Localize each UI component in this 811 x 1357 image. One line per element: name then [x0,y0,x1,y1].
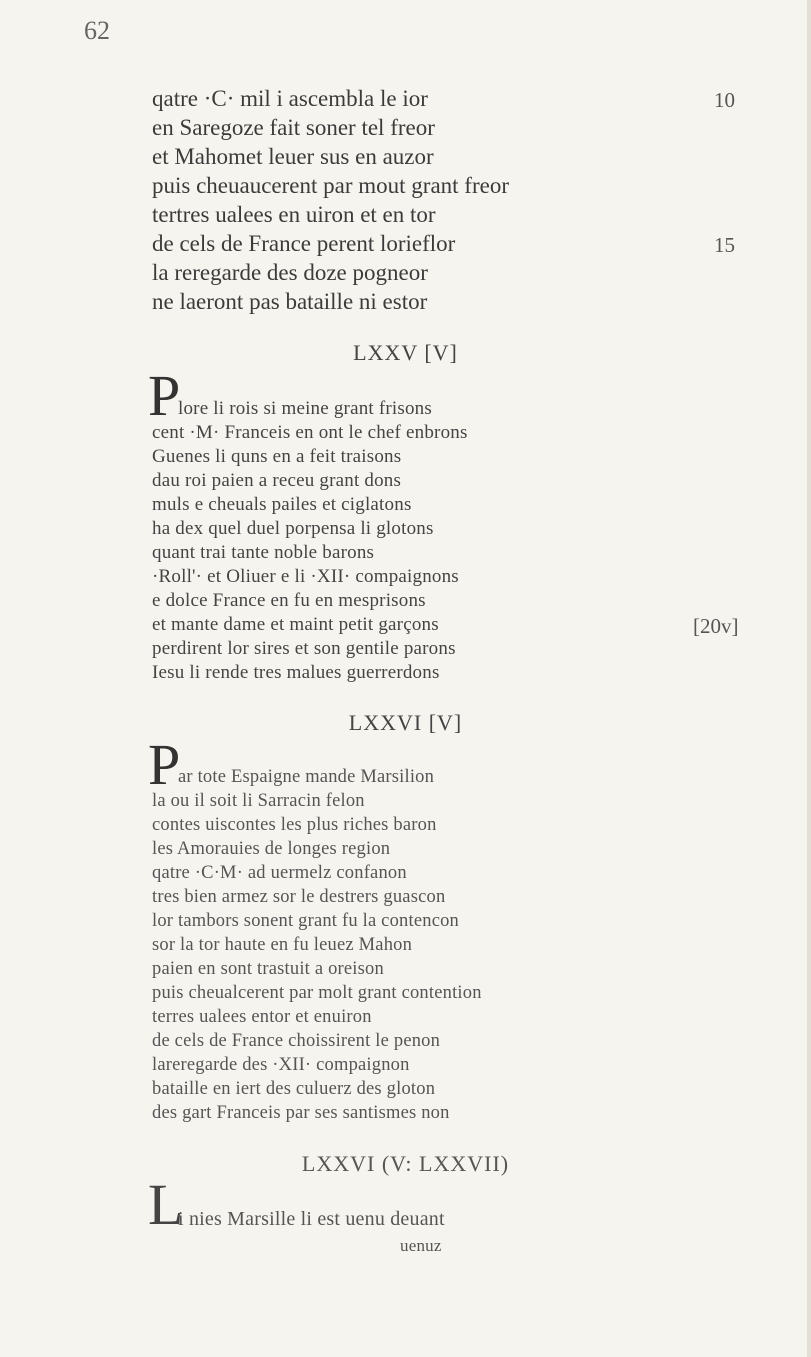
verse-line: dau roi paien a receu grant dons [152,470,402,491]
verse-line: quant trai tante noble barons [152,542,375,563]
verse-line: paien en sont trastuit a oreison [152,959,384,979]
verse-line: tertres ualees en uiron et en tor [152,202,436,227]
verse-line: ·Roll'· et Oliuer e li ·XII· compaignons [152,566,459,587]
laisse-heading: LXXVI [V] [348,710,463,735]
verse-line: ha dex quel duel porpensa li glotons [152,518,434,539]
drop-cap: L [148,1172,184,1237]
drop-cap: P [148,363,181,428]
verse-line: i nies Marsille li est uenu deuant [178,1208,445,1230]
verse-line: muls e cheuals pailes et ciglatons [152,494,412,515]
verse-line: puis cheuaucerent par mout grant freor [152,173,509,198]
verse-line: lor tambors sonent grant fu la contencon [152,911,459,931]
verse-line: des gart Franceis par ses santismes non [152,1103,450,1123]
verse-line: de cels de France perent lorieflor [152,231,456,256]
verse-line: qatre ·C· mil i ascembla le ior [152,86,428,111]
verse-line: terres ualees entor et enuiron [152,1007,372,1027]
verse-line: ne laeront pas bataille ni estor [152,289,428,314]
verse-line: cent ·M· Franceis en ont le chef enbrons [152,422,468,443]
line-number-15: 15 [714,233,735,257]
verse-line: de cels de France choissirent le penon [152,1031,441,1051]
page-number: 62 [84,16,110,45]
verse-line: lore li rois si meine grant frisons [178,398,432,419]
drop-cap: P [148,732,181,797]
verse-line: ar tote Espaigne mande Marsilion [178,767,435,787]
laisse-heading: LXXV [V] [353,340,458,365]
verse-line: la reregarde des doze pogneor [152,260,428,285]
line-number-10: 10 [714,88,735,112]
verse-line: et Mahomet leuer sus en auzor [152,144,434,169]
verse-line: la ou il soit li Sarracin felon [152,791,365,811]
verse-line: perdirent lor sires et son gentile parons [152,638,456,659]
verse-line: tres bien armez sor le destrers guascon [152,887,446,907]
verse-line: Guenes li quns en a feit traisons [152,446,402,467]
verse-line: lareregarde des ·XII· compaignon [152,1055,410,1075]
catchword: uenuz [400,1236,442,1255]
verse-line: e dolce France en fu en mesprisons [152,590,426,611]
verse-line: les Amorauies de longes region [152,839,391,859]
verse-line: qatre ·C·M· ad uermelz confanon [152,863,407,883]
verse-line: puis cheualcerent par molt grant contention [152,983,482,1003]
verse-line: sor la tor haute en fu leuez Mahon [152,935,413,955]
verse-line: contes uiscontes les plus riches baron [152,815,437,835]
verse-line: bataille en iert des culuerz des gloton [152,1079,436,1099]
laisse-heading: LXXVI (V: LXXVII) [301,1151,510,1176]
verse-line: Iesu li rende tres malues guerrerdons [152,662,440,683]
folio-marker: [20v] [693,614,739,638]
verse-line: en Saregoze fait soner tel freor [152,115,435,140]
verse-line: et mante dame et maint petit garçons [152,614,439,635]
